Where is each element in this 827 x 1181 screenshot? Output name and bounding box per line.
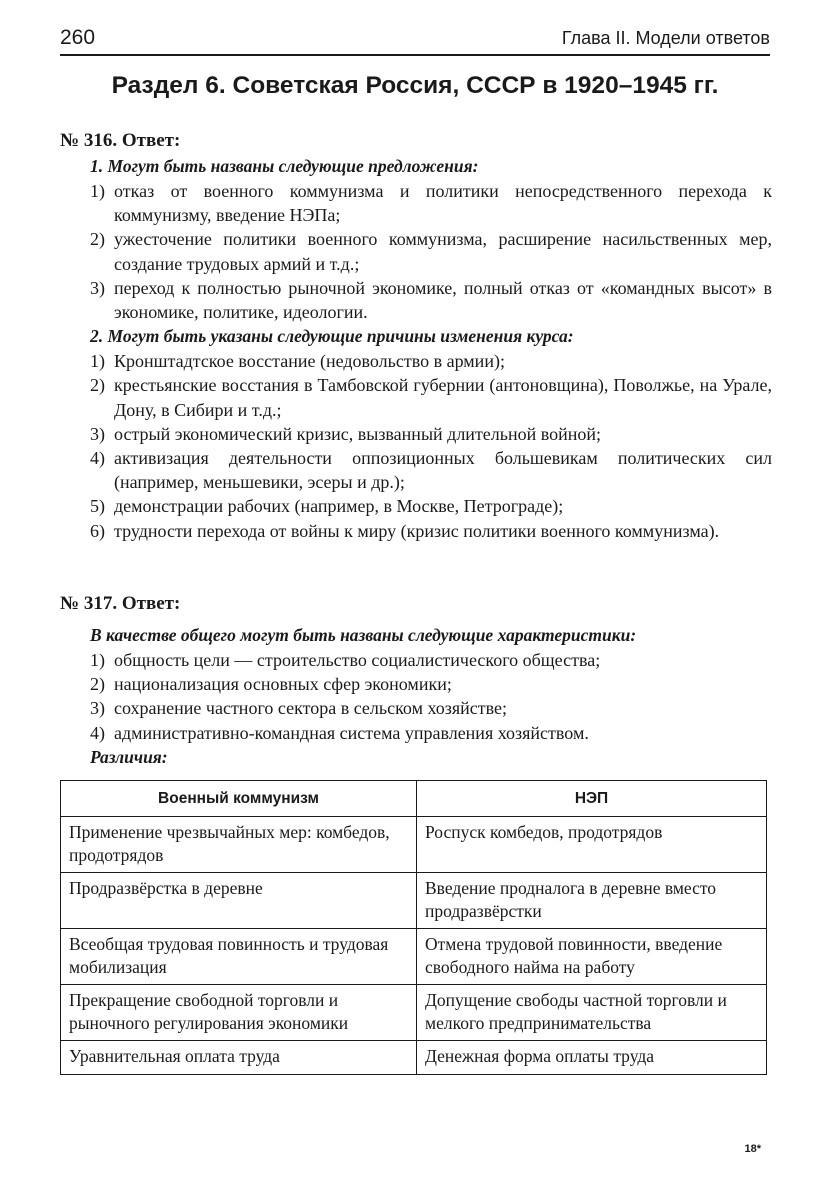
table-cell: Применение чрезвычайных мер: комбедов, продотрядов [61,817,417,873]
list-item [60,349,772,373]
differences-heading: Различия: [90,746,168,767]
item-number: 4) [90,722,105,743]
table-row [61,985,767,1041]
section-title: Раздел 6. Советская Россия, СССР в 1920–1945 гг. [111,72,719,99]
answer-316 [60,130,772,545]
item-number: 3) [90,423,105,444]
table-row [61,929,767,985]
item-number: 2) [90,375,105,396]
table-cell: Допущение свободы частной торговли и мелкого предпринимательства [417,985,767,1041]
item-text: общность цели — строительство социалистического общества; [114,650,601,670]
item-number: 1) [90,650,105,670]
item-text: административно-командная система управления хозяйством. [114,722,589,743]
answer-317-common-heading: В качестве общего могут быть названы следующие характеристики: [90,625,637,645]
comparison-table [60,780,767,1075]
table-cell: Введение продналога в деревне вместо продразвёрстки [417,873,767,929]
item-text: отказ от военного коммунизма и политики непосредственного перехода к коммунизму, введение НЭПа; [114,181,772,226]
column-header-war-communism: Военный коммунизм [61,781,417,817]
list-item [60,648,772,672]
item-text: национализация основных сфер экономики; [114,674,452,695]
column-header-nep: НЭП [417,781,767,817]
item-text: активизация деятельности оппозиционных большевикам политических сил (например, меньшевики, эсеры и др.); [114,448,772,493]
item-text: острый экономический кризис, вызванный длительной войной; [114,423,602,444]
item-number: 1) [90,351,105,372]
chapter-title: Глава II. Модели ответов [561,28,770,48]
item-text: крестьянские восстания в Тамбовской губернии (антоновщина), Поволжье, на Урале, Дону, в Сибири и т.д.; [114,375,772,420]
item-number: 1) [90,181,105,201]
table-cell: Отмена трудовой повинности, введение свободного найма на работу [417,929,767,985]
item-number: 3) [90,277,105,298]
table-cell: Продразвёрстка в деревне [61,873,417,929]
list-item [60,696,772,720]
table-cell: Денежная форма оплаты труда [417,1041,767,1075]
list-item [60,276,772,324]
page-header [60,22,770,56]
list-item [60,373,772,421]
list-item [60,422,772,446]
item-number: 6) [90,520,105,541]
list-item [60,227,772,275]
list-item [60,519,772,543]
table-header-row [61,781,767,817]
item-number: 2) [90,674,105,695]
signature-mark: 18* [744,1143,761,1155]
list-item [60,721,772,745]
item-text: демонстрации рабочих (например, в Москве, Петрограде); [114,496,564,517]
answer-316-title: № 316. Ответ: [60,130,181,151]
table-row [61,817,767,873]
table-cell: Уравнительная оплата труда [61,1041,417,1075]
item-text: ужесточение политики военного коммунизма, расширение насильственных мер, создание трудовых армий и т.д.; [114,229,772,274]
table-cell: Роспуск комбедов, продотрядов [417,817,767,873]
answer-316-part2-heading: 2. Могут быть указаны следующие причины изменения курса: [90,326,574,347]
answer-317 [60,593,772,770]
item-text: переход к полностью рыночной экономике, полный отказ от «командных высот» в экономике, политике, идеологии. [114,277,772,323]
item-number: 3) [90,698,105,719]
item-text: трудности перехода от войны к миру (кризис политики военного коммунизма). [114,520,720,541]
table-cell: Всеобщая трудовая повинность и трудовая мобилизация [61,929,417,985]
table-row [61,1041,767,1075]
table-cell: Прекращение свободной торговли и рыночного регулирования экономики [61,985,417,1041]
item-number: 5) [90,496,105,517]
item-number: 2) [90,229,105,250]
answer-316-part1-heading: 1. Могут быть названы следующие предложения: [90,156,479,176]
table-row [61,873,767,929]
list-item [60,494,772,518]
answer-317-common-list [60,648,772,745]
list-item [60,179,772,227]
list-item [60,672,772,696]
item-number: 4) [90,448,105,469]
item-text: сохранение частного сектора в сельском хозяйстве; [114,698,508,719]
page-number: 260 [60,26,96,49]
answer-316-part1-list [60,179,772,324]
item-text: Кронштадтское восстание (недовольство в армии); [114,351,505,372]
list-item [60,446,772,494]
answer-316-part2-list [60,349,772,543]
answer-317-title: № 317. Ответ: [60,593,181,614]
